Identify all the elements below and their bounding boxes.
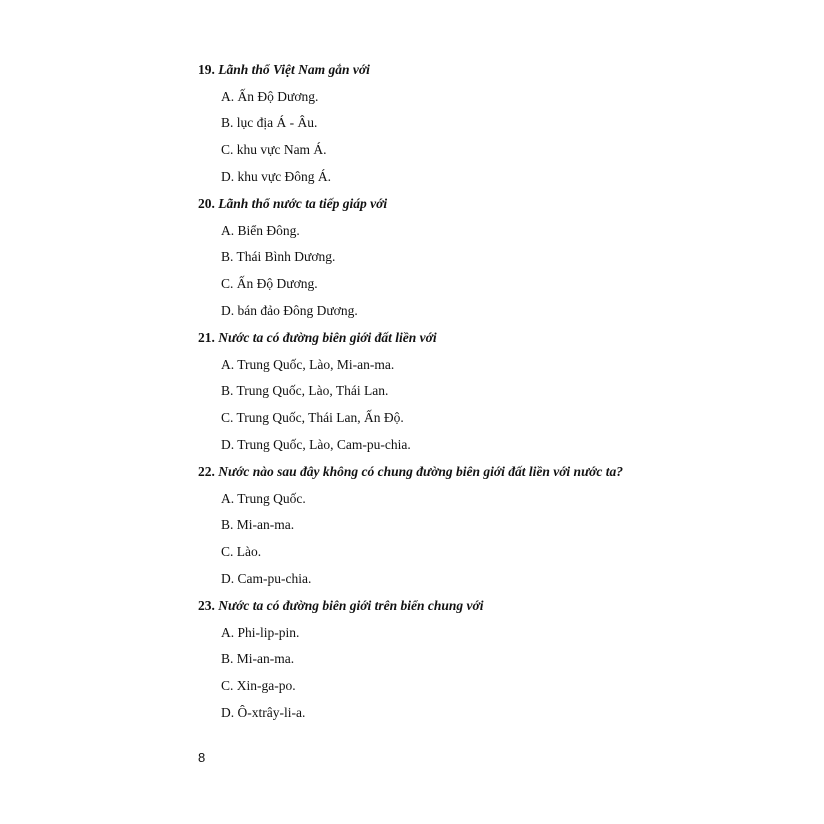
answer-option-a: A. Ấn Độ Dương. bbox=[221, 88, 319, 104]
question-title bbox=[198, 329, 758, 347]
question-text: Nước ta có đường biên giới trên biển chung với bbox=[218, 598, 484, 613]
answer-options bbox=[198, 624, 758, 722]
answer-option-c: C. Trung Quốc, Thái Lan, Ấn Độ. bbox=[221, 410, 404, 426]
answer-option-d: D. khu vực Đông Á. bbox=[221, 168, 332, 184]
question-number: 20. bbox=[198, 196, 215, 211]
question-title bbox=[198, 195, 758, 213]
question-number: 22. bbox=[198, 464, 215, 479]
question-22 bbox=[198, 463, 758, 588]
answer-options bbox=[198, 490, 758, 588]
question-19 bbox=[198, 61, 758, 186]
answer-option-c: C. Ấn Độ Dương. bbox=[221, 276, 318, 292]
answer-options bbox=[198, 222, 758, 320]
question-title bbox=[198, 463, 758, 481]
answer-option-d: D. Ô-xtrây-li-a. bbox=[221, 704, 306, 720]
question-number: 21. bbox=[198, 330, 215, 345]
question-23 bbox=[198, 597, 758, 722]
answer-option-c: C. khu vực Nam Á. bbox=[221, 142, 327, 158]
answer-option-b: B. Trung Quốc, Lào, Thái Lan. bbox=[221, 383, 389, 399]
question-title bbox=[198, 597, 758, 615]
answer-options bbox=[198, 356, 758, 454]
answer-options bbox=[198, 88, 758, 186]
question-20 bbox=[198, 195, 758, 320]
answer-option-d: D. bán đảo Đông Dương. bbox=[221, 302, 358, 318]
answer-option-b: B. Thái Bình Dương. bbox=[221, 249, 336, 265]
answer-option-c: C. Lào. bbox=[221, 544, 262, 560]
question-text: Lãnh thổ Việt Nam gắn với bbox=[218, 62, 370, 77]
answer-option-d: D. Trung Quốc, Lào, Cam-pu-chia. bbox=[221, 436, 411, 452]
answer-option-a: A. Trung Quốc, Lào, Mi-an-ma. bbox=[221, 356, 395, 372]
answer-option-b: B. lục địa Á - Âu. bbox=[221, 115, 318, 131]
answer-option-a: A. Biển Đông. bbox=[221, 222, 300, 238]
question-text: Nước ta có đường biên giới đất liền với bbox=[218, 330, 437, 345]
question-number: 23. bbox=[198, 598, 215, 613]
answer-option-a: A. Trung Quốc. bbox=[221, 490, 306, 506]
answer-option-a: A. Phi-lip-pin. bbox=[221, 624, 300, 640]
answer-option-d: D. Cam-pu-chia. bbox=[221, 570, 312, 586]
answer-option-c: C. Xin-ga-po. bbox=[221, 678, 296, 694]
question-21 bbox=[198, 329, 758, 454]
question-text: Nước nào sau đây không có chung đường biên giới đất liền với nước ta? bbox=[218, 464, 624, 479]
question-text: Lãnh thổ nước ta tiếp giáp với bbox=[218, 196, 388, 211]
page-number: 8 bbox=[198, 750, 206, 765]
answer-option-b: B. Mi-an-ma. bbox=[221, 517, 295, 533]
question-number: 19. bbox=[198, 62, 215, 77]
answer-option-b: B. Mi-an-ma. bbox=[221, 651, 295, 667]
question-title bbox=[198, 61, 758, 79]
